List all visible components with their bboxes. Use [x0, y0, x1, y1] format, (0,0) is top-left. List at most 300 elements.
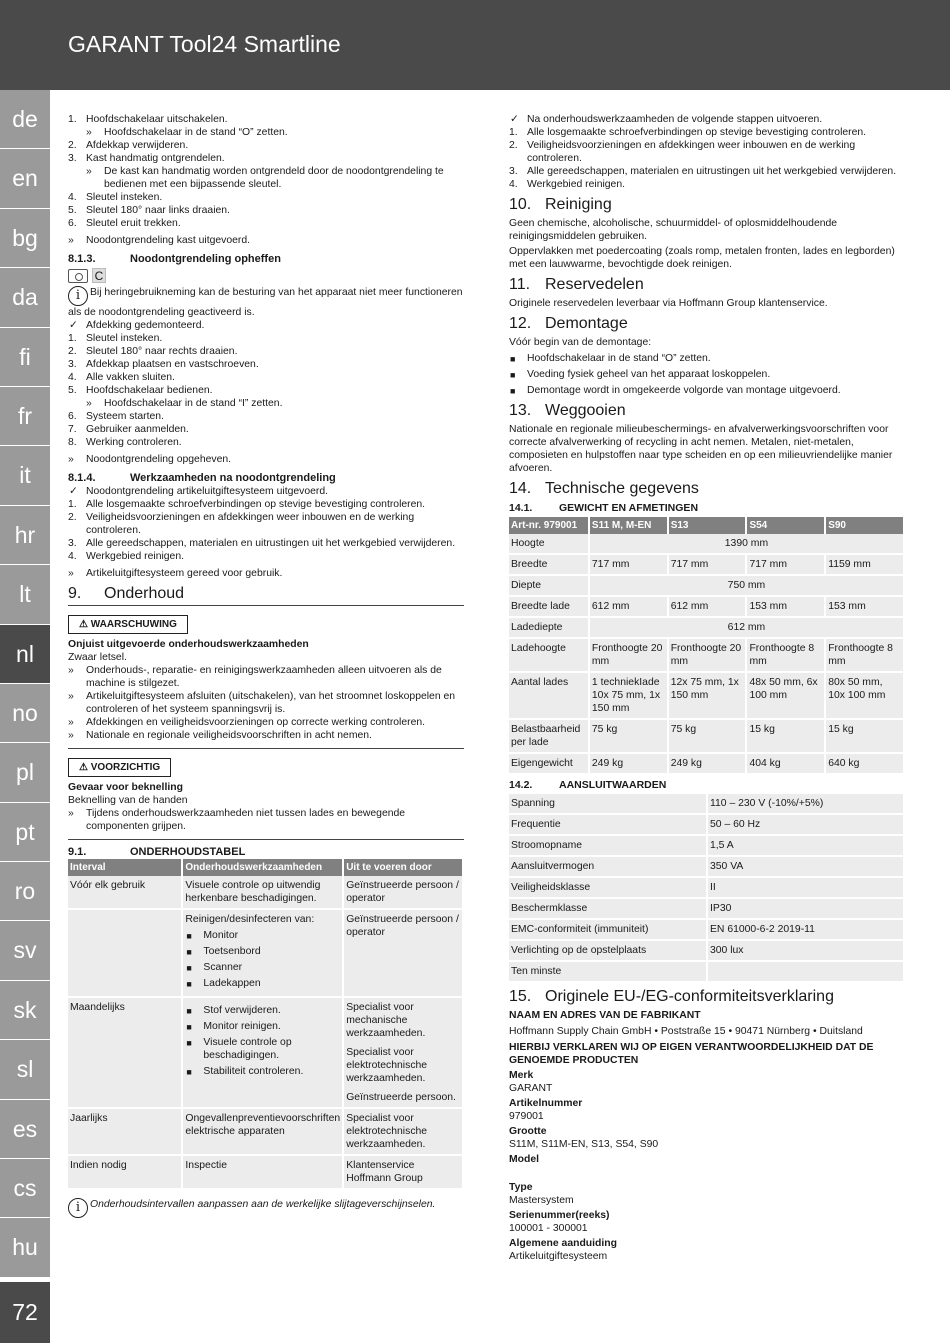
step-item-text: Sleutel insteken.	[86, 333, 163, 344]
step-item-text: Alle gereedschappen, materialen en uitrustingen uit het werkgebied verwijderen.	[86, 538, 456, 549]
row-label: Breedte lade	[509, 596, 589, 617]
value-cell: 612 mm	[589, 617, 904, 638]
work-bullet-text: Toetsenbord	[203, 946, 261, 957]
table-row	[509, 672, 904, 719]
page-header	[0, 0, 950, 90]
result-line	[68, 567, 464, 580]
step-subitem-marker: »	[86, 398, 92, 409]
step-item-text: Hoofdschakelaar bedienen.	[86, 385, 213, 396]
step-item-marker: 3.	[68, 538, 77, 549]
language-tab-sk[interactable]: sk	[0, 981, 50, 1040]
result-line-text: Noodontgrendeling opgeheven.	[86, 454, 232, 465]
warning-item	[68, 690, 464, 716]
interval-cell	[68, 909, 182, 997]
caution-item-marker: »	[68, 808, 74, 819]
step-subitem-text: De kast kan handmatig worden ontgrendeld door de noodontgrendeling te bedienen met een bijpassende sleutel.	[104, 166, 444, 190]
disassembly-bullet-marker: ■	[510, 386, 516, 396]
work-cell	[182, 909, 343, 997]
value-cell: 15 kg	[746, 719, 825, 753]
step-item-marker: 1.	[68, 333, 77, 344]
work-bullet-text: Monitor	[203, 930, 239, 941]
language-tab-da[interactable]: da	[0, 268, 50, 327]
field-label: Algemene aanduiding	[509, 1238, 617, 1249]
step-item-text: Alle losgemaakte schroefverbindingen op stevige bevestiging controleren.	[527, 127, 867, 138]
cleaning-text: Oppervlakken met poedercoating (zoals romp, metalen fronten, lades en legborden) met een lauwwarme, bevochtigde doek reinigen.	[509, 246, 895, 270]
result-line-marker: »	[68, 568, 74, 579]
step-item-marker: 8.	[68, 437, 77, 448]
left-column	[68, 113, 464, 1218]
work-bullet-marker: ■	[186, 1006, 192, 1016]
table-header: Art-nr. 979001	[509, 517, 589, 534]
step-item-marker: 3.	[68, 359, 77, 370]
performer-text: Specialist voor elektrotechnische werkzaamheden.	[346, 1047, 428, 1084]
caution-label-text: VOORZICHTIG	[90, 762, 161, 773]
work-bullet	[185, 977, 340, 990]
work-bullet-marker: ■	[186, 1022, 192, 1032]
language-tab-no[interactable]: no	[0, 684, 50, 743]
step-item	[68, 371, 464, 384]
step-item-text: Hoofdschakelaar uitschakelen.	[86, 114, 228, 125]
step-item-text: Systeem starten.	[86, 411, 164, 422]
interval-cell: Vóór elk gebruik	[68, 876, 182, 909]
performer-cell	[343, 1108, 463, 1155]
step-item	[68, 113, 464, 126]
value-cell: 110 – 230 V (-10%/+5%)	[707, 794, 904, 814]
step-item	[509, 178, 905, 191]
section-number: 14.	[509, 480, 532, 497]
value-cell: Fronthoogte 20 mm	[668, 638, 747, 672]
language-tab-de[interactable]: de	[0, 90, 50, 149]
step-item	[68, 384, 464, 397]
step-item-text: Veiligheidsvoorzieningen en afdekkingen weer inbouwen en de werking controleren.	[527, 140, 856, 164]
value-cell: 717 mm	[746, 554, 825, 575]
table-row	[509, 719, 904, 753]
work-bullet	[185, 945, 340, 958]
performer-text: Specialist voor elektrotechnische werkzaamheden.	[346, 1113, 428, 1150]
subsection-title: ONDERHOUDSTABEL	[130, 846, 246, 858]
row-label: Diepte	[509, 575, 589, 596]
field-label: Model	[509, 1154, 540, 1165]
right-column	[509, 113, 905, 1263]
result-line-text: Noodontgrendeling kast uitgevoerd.	[86, 235, 251, 246]
camera-icon	[68, 269, 88, 283]
subsection-number: 8.1.4.	[68, 472, 96, 484]
result-line-text: Artikeluitgiftesysteem gereed voor gebruik.	[86, 568, 283, 579]
value-cell: 75 kg	[668, 719, 747, 753]
work-bullet	[185, 961, 340, 974]
step-item	[68, 498, 464, 511]
step-subitem-marker: »	[86, 127, 92, 138]
row-label: Hoogte	[509, 534, 589, 554]
interval-cell: Jaarlijks	[68, 1108, 182, 1155]
language-tab-hu[interactable]: hu	[0, 1218, 50, 1277]
row-label: Aansluitvermogen	[509, 856, 707, 877]
step-item-marker: 5.	[68, 385, 77, 396]
section-heading	[509, 276, 905, 294]
subsection-number: 9.1.	[68, 846, 87, 858]
row-label: EMC-conformiteit (immuniteit)	[509, 919, 707, 940]
table-row	[509, 638, 904, 672]
work-bullet-text: Monitor reinigen.	[203, 1021, 281, 1032]
info-icon: i	[68, 286, 88, 306]
field-label: Grootte	[509, 1126, 547, 1137]
field-label: Serienummer(reeks)	[509, 1210, 610, 1221]
section-heading	[68, 585, 464, 606]
value-cell: 1159 mm	[825, 554, 904, 575]
step-item-marker: 6.	[68, 411, 77, 422]
value-cell: Fronthoogte 8 mm	[825, 638, 904, 672]
section-heading	[509, 315, 905, 333]
work-bullet-marker: ■	[186, 947, 192, 957]
value-cell: 48x 50 mm, 6x 100 mm	[746, 672, 825, 719]
info-note	[68, 286, 464, 319]
table-header: Onderhoudswerkzaamheden	[182, 859, 343, 876]
step-item	[509, 126, 905, 139]
icon-row	[68, 268, 464, 283]
step-item-marker: 1.	[509, 127, 518, 138]
table-header: S54	[746, 517, 825, 534]
field-value: 100001 - 300001	[509, 1223, 588, 1234]
step-item-text: Veiligheidsvoorzieningen en afdekkingen weer inbouwen en de werking controleren.	[86, 512, 415, 536]
step-item-marker: 3.	[68, 153, 77, 164]
language-tab-sv[interactable]: sv	[0, 921, 50, 980]
value-cell: 750 mm	[589, 575, 904, 596]
value-cell: II	[707, 877, 904, 898]
warning-item-text: Onderhouds-, reparatie- en reinigingswerkzaamheden alleen uitvoeren als de machine is stilgezet.	[86, 665, 442, 689]
value-cell: 50 – 60 Hz	[707, 814, 904, 835]
step-subitem	[68, 126, 464, 139]
work-bullet-text: Visuele controle op beschadigingen.	[203, 1037, 292, 1061]
work-bullet-marker: ■	[186, 1038, 192, 1048]
warning-subtitle: Zwaar letsel.	[68, 652, 127, 663]
field-value	[509, 1166, 905, 1179]
table-header: S13	[668, 517, 747, 534]
work-text: Visuele controle op uitwendig herkenbare beschadigingen.	[185, 880, 321, 904]
value-cell: 640 kg	[825, 753, 904, 774]
language-tab-lt[interactable]: lt	[0, 565, 50, 624]
performer-cell	[343, 1155, 463, 1189]
table-heading-number: 14.2.	[509, 779, 533, 791]
step-item	[68, 410, 464, 423]
check-item	[509, 113, 905, 126]
table-row	[509, 554, 904, 575]
document-title: GARANT Tool24 Smartline	[68, 31, 341, 57]
section-title: Weggooien	[545, 402, 626, 419]
value-cell: 12x 75 mm, 1x 150 mm	[668, 672, 747, 719]
field-label: Artikelnummer	[509, 1098, 583, 1109]
performer-cell	[343, 909, 463, 997]
interval-cell: Indien nodig	[68, 1155, 182, 1189]
result-line	[68, 453, 464, 466]
interval-cell: Maandelijks	[68, 997, 182, 1108]
table-row	[509, 940, 904, 961]
step-item	[68, 423, 464, 436]
section-title: Reservedelen	[545, 276, 644, 293]
table-heading-number: 14.1.	[509, 502, 533, 514]
table-heading	[509, 502, 905, 515]
table-heading-title: AANSLUITWAARDEN	[559, 779, 667, 791]
step-item-text: Afdekkap verwijderen.	[86, 140, 189, 151]
step-item-marker: 4.	[68, 551, 77, 562]
value-cell: 1,5 A	[707, 835, 904, 856]
result-line-marker: »	[68, 454, 74, 465]
result-line-marker: »	[68, 235, 74, 246]
value-cell: 717 mm	[589, 554, 668, 575]
language-tab-cs[interactable]: cs	[0, 1159, 50, 1218]
step-item-text: Gebruiker aanmelden.	[86, 424, 189, 435]
step-item	[509, 139, 905, 165]
value-cell: 249 kg	[668, 753, 747, 774]
disassembly-bullet-text: Hoofdschakelaar in de stand “O” zetten.	[527, 353, 711, 364]
work-bullet-text: Stabiliteit controleren.	[203, 1066, 304, 1077]
declaration-heading: HIERBIJ VERKLAREN WIJ OP EIGEN VERANTWOORDELIJKHEID DAT DE GENOEMDE PRODUCTEN	[509, 1042, 874, 1066]
performer-text: Geïnstrueerde persoon / operator	[346, 914, 459, 938]
work-text: Reinigen/desinfecteren van:	[185, 914, 315, 925]
work-bullet	[185, 1004, 340, 1017]
table-row	[509, 919, 904, 940]
step-item	[68, 345, 464, 358]
value-cell: IP30	[707, 898, 904, 919]
table-row	[509, 617, 904, 638]
section-title: Originele EU-/EG-conformiteitsverklaring	[545, 988, 834, 1005]
step-item	[68, 204, 464, 217]
subsection-heading	[68, 846, 464, 859]
work-bullet-marker: ■	[186, 1067, 192, 1077]
table-header: Interval	[68, 859, 182, 876]
check-item	[68, 485, 464, 498]
step-item	[68, 358, 464, 371]
section-number: 9.	[68, 585, 82, 602]
work-cell	[182, 1108, 343, 1155]
manufacturer-address: Hoffmann Supply Chain GmbH • Poststraße 15 • 90471 Nürnberg • Duitsland	[509, 1026, 863, 1037]
dimensions-table	[509, 517, 905, 775]
work-text: Ongevallenpreventievoorschriften elektrische apparaten	[185, 1113, 341, 1137]
step-subitem	[68, 165, 464, 191]
step-item-marker: 4.	[509, 179, 518, 190]
table-row	[509, 534, 904, 554]
warning-item	[68, 729, 464, 742]
value-cell: 75 kg	[589, 719, 668, 753]
step-item	[68, 152, 464, 165]
performer-cell	[343, 997, 463, 1108]
caution-subtitle: Beknelling van de handen	[68, 795, 188, 806]
caution-item-text: Tijdens onderhoudswerkzaamheden niet tussen lades en bewegende componenten grijpen.	[86, 808, 406, 832]
value-cell: 153 mm	[746, 596, 825, 617]
step-subitem-text: Hoofdschakelaar in de stand “O” zetten.	[104, 127, 288, 138]
work-bullet-marker: ■	[186, 979, 192, 989]
check-item-marker: ✓	[510, 114, 519, 125]
field-label: Merk	[509, 1070, 534, 1081]
language-tab-it[interactable]: it	[0, 446, 50, 505]
step-item-text: Sleutel 180° naar rechts draaien.	[86, 346, 238, 357]
field-value: Artikeluitgiftesysteem	[509, 1251, 608, 1262]
step-item	[68, 511, 464, 537]
table-row	[509, 575, 904, 596]
caution-warning-icon: ⚠	[79, 762, 91, 773]
check-item-marker: ✓	[69, 320, 78, 331]
page-number: 72	[0, 1282, 50, 1343]
row-label: Aantal lades	[509, 672, 589, 719]
work-bullet	[185, 1036, 340, 1062]
performer-text: Geïnstrueerde persoon / operator	[346, 880, 459, 904]
spare-parts-text: Originele reservedelen leverbaar via Hoffmann Group klantenservice.	[509, 298, 828, 309]
step-item-text: Sleutel eruit trekken.	[86, 218, 181, 229]
step-subitem-text: Hoofdschakelaar in de stand “I” zetten.	[104, 398, 283, 409]
value-cell: Fronthoogte 8 mm	[746, 638, 825, 672]
check-item-text: Na onderhoudswerkzaamheden de volgende stappen uitvoeren.	[527, 114, 823, 125]
c-icon: C	[92, 268, 106, 283]
table-row	[68, 909, 463, 997]
language-tab-nl[interactable]: nl	[0, 625, 50, 684]
step-item-marker: 2.	[68, 346, 77, 357]
table-row	[509, 877, 904, 898]
section-heading	[509, 196, 905, 214]
performer-text: Geïnstrueerde persoon.	[346, 1092, 456, 1103]
language-tab-pl[interactable]: pl	[0, 743, 50, 802]
disassembly-bullet-marker: ■	[510, 354, 516, 364]
language-tab-pt[interactable]: pt	[0, 803, 50, 862]
work-cell	[182, 876, 343, 909]
value-cell: 612 mm	[589, 596, 668, 617]
check-item-marker: ✓	[69, 486, 78, 497]
table-header: Uit te voeren door	[343, 859, 463, 876]
warning-item	[68, 716, 464, 729]
step-item-marker: 6.	[68, 218, 77, 229]
table-row	[509, 898, 904, 919]
maintenance-table	[68, 859, 464, 1190]
warning-divider	[68, 748, 464, 749]
step-item-marker: 1.	[68, 114, 77, 125]
step-item-text: Werkgebied reinigen.	[86, 551, 185, 562]
value-cell: 153 mm	[825, 596, 904, 617]
table-row	[509, 814, 904, 835]
connection-table	[509, 794, 905, 983]
value-cell: 612 mm	[668, 596, 747, 617]
step-item	[68, 139, 464, 152]
section-heading	[509, 402, 905, 420]
step-item-text: Werking controleren.	[86, 437, 182, 448]
section-number: 12.	[509, 315, 532, 332]
language-tab-fr[interactable]: fr	[0, 387, 50, 446]
section-title: Demontage	[545, 315, 628, 332]
language-tab-bg[interactable]: bg	[0, 209, 50, 268]
language-tab-ro[interactable]: ro	[0, 862, 50, 921]
warning-item-text: Afdekkingen en veiligheidsvoorzieningen op correcte werking controleren.	[86, 717, 426, 728]
language-tab-es[interactable]: es	[0, 1100, 50, 1159]
warning-label	[68, 615, 188, 634]
performer-cell	[343, 876, 463, 909]
field-value: Mastersystem	[509, 1195, 574, 1206]
step-subitem-marker: »	[86, 166, 92, 177]
result-line	[68, 234, 464, 247]
warning-item-text: Nationale en regionale veiligheidsvoorschriften in acht nemen.	[86, 730, 372, 741]
step-item-marker: 3.	[509, 166, 518, 177]
disassembly-bullet	[509, 368, 905, 381]
step-item-marker: 2.	[509, 140, 518, 151]
disassembly-bullet-text: Voeding fysiek geheel van het apparaat loskoppelen.	[527, 369, 771, 380]
table-row	[509, 753, 904, 774]
warning-item-marker: »	[68, 691, 74, 702]
section-title: Technische gegevens	[545, 480, 699, 497]
section-number: 13.	[509, 402, 532, 419]
work-bullet-marker: ■	[186, 963, 192, 973]
check-item-text: Noodontgrendeling artikeluitgiftesysteem uitgevoerd.	[86, 486, 329, 497]
language-tab-fi[interactable]: fi	[0, 328, 50, 387]
table-row	[509, 856, 904, 877]
language-tab-hr[interactable]: hr	[0, 506, 50, 565]
step-item-text: Werkgebied reinigen.	[527, 179, 626, 190]
row-label: Stroomopname	[509, 835, 707, 856]
subsection-heading	[68, 253, 464, 266]
performer-text: Klantenservice Hoffmann Group	[346, 1160, 423, 1184]
caution-divider	[68, 839, 464, 840]
subsection-heading	[68, 472, 464, 485]
section-heading	[509, 988, 905, 1006]
section-number: 10.	[509, 196, 532, 213]
performer-text: Specialist voor mechanische werkzaamheden.	[346, 1002, 426, 1039]
disassembly-bullet	[509, 384, 905, 397]
check-item-text: Afdekking gedemonteerd.	[86, 320, 205, 331]
warning-warning-icon: ⚠	[79, 619, 91, 630]
step-item-text: Afdekkap plaatsen en vastschroeven.	[86, 359, 259, 370]
work-bullet	[185, 929, 340, 942]
row-label: Breedte	[509, 554, 589, 575]
warning-item-marker: »	[68, 717, 74, 728]
section-number: 15.	[509, 988, 532, 1005]
row-label: Frequentie	[509, 814, 707, 835]
table-header: S11 M, M-EN	[589, 517, 668, 534]
step-item	[68, 332, 464, 345]
step-item	[68, 436, 464, 449]
caution-title: Gevaar voor beknelling	[68, 782, 183, 793]
warning-item-marker: »	[68, 665, 74, 676]
subsection-title: Werkzaamheden na noodontgrendeling	[130, 472, 336, 484]
value-cell: 15 kg	[825, 719, 904, 753]
row-label: Beschermklasse	[509, 898, 707, 919]
disassembly-bullet-text: Demontage wordt in omgekeerde volgorde van montage uitgevoerd.	[527, 385, 841, 396]
field-value: S11M, S11M-EN, S13, S54, S90	[509, 1139, 659, 1150]
step-item-text: Kast handmatig ontgrendelen.	[86, 153, 225, 164]
step-item-text: Sleutel 180° naar links draaien.	[86, 205, 230, 216]
interval-note-text: Onderhoudsintervallen aanpassen aan de werkelijke slijtageverschijnselen.	[90, 1199, 436, 1210]
row-label: Ten minste	[509, 961, 707, 982]
caution-item	[68, 807, 464, 833]
value-cell: Fronthoogte 20 mm	[589, 638, 668, 672]
step-subitem	[68, 397, 464, 410]
step-item-text: Sleutel insteken.	[86, 192, 163, 203]
value-cell: 350 VA	[707, 856, 904, 877]
table-row	[509, 835, 904, 856]
work-bullet	[185, 1065, 340, 1078]
check-item	[68, 319, 464, 332]
field-value: 979001	[509, 1111, 544, 1122]
work-bullet	[185, 1020, 340, 1033]
language-tab-sl[interactable]: sl	[0, 1040, 50, 1099]
step-item-marker: 1.	[68, 499, 77, 510]
warning-title: Onjuist uitgevoerde onderhoudswerkzaamheden	[68, 639, 309, 650]
field-value: GARANT	[509, 1083, 553, 1094]
step-item	[68, 191, 464, 204]
table-row	[509, 596, 904, 617]
step-item-text: Alle vakken sluiten.	[86, 372, 175, 383]
step-item-marker: 2.	[68, 512, 77, 523]
value-cell	[707, 961, 904, 982]
step-item	[68, 550, 464, 563]
table-row	[509, 961, 904, 982]
caution-label	[68, 758, 171, 777]
value-cell: 717 mm	[668, 554, 747, 575]
language-tab-en[interactable]: en	[0, 149, 50, 208]
